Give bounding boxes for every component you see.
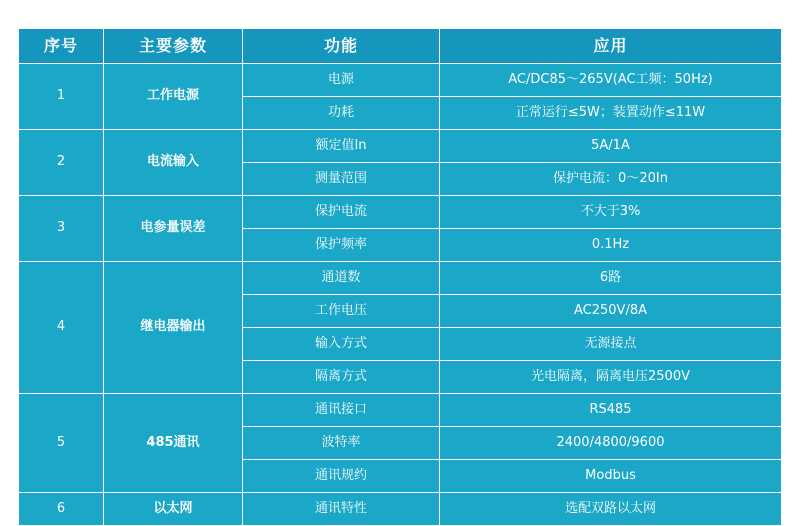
specification-table: [18, 28, 782, 526]
application-cell: 选配双路以太网: [440, 493, 782, 526]
application-cell: 5A/1A: [440, 130, 782, 163]
function-cell: 保护电流: [243, 196, 440, 229]
function-cell: 隔离方式: [243, 361, 440, 394]
function-cell: 输入方式: [243, 328, 440, 361]
application-cell: 保护电流：0～20In: [440, 163, 782, 196]
function-cell: 通讯特性: [243, 493, 440, 526]
table-row: [19, 196, 782, 229]
function-cell: 额定值In: [243, 130, 440, 163]
row-parameter-cell: 电流输入: [104, 130, 243, 196]
function-cell: 保护频率: [243, 229, 440, 262]
application-cell: AC250V/8A: [440, 295, 782, 328]
function-cell: 通讯规约: [243, 460, 440, 493]
row-parameter-cell: 工作电源: [104, 64, 243, 130]
row-index-cell: 2: [19, 130, 104, 196]
table-row: [19, 64, 782, 97]
function-cell: 电源: [243, 64, 440, 97]
function-cell: 波特率: [243, 427, 440, 460]
function-cell: 通道数: [243, 262, 440, 295]
table-header-cell: 功能: [243, 29, 440, 64]
table-header-cell: 序号: [19, 29, 104, 64]
row-parameter-cell: 继电器输出: [104, 262, 243, 394]
function-cell: 工作电压: [243, 295, 440, 328]
function-cell: 测量范围: [243, 163, 440, 196]
application-cell: 光电隔离，隔离电压2500V: [440, 361, 782, 394]
application-cell: Modbus: [440, 460, 782, 493]
table-header-row: [19, 29, 782, 64]
application-cell: 0.1Hz: [440, 229, 782, 262]
application-cell: RS485: [440, 394, 782, 427]
table-row: [19, 493, 782, 526]
row-index-cell: 6: [19, 493, 104, 526]
function-cell: 通讯接口: [243, 394, 440, 427]
application-cell: 2400/4800/9600: [440, 427, 782, 460]
row-parameter-cell: 电参量误差: [104, 196, 243, 262]
table-row: [19, 262, 782, 295]
row-index-cell: 1: [19, 64, 104, 130]
application-cell: 正常运行≤5W；装置动作≤11W: [440, 97, 782, 130]
application-cell: 6路: [440, 262, 782, 295]
table-header-cell: 主要参数: [104, 29, 243, 64]
table-row: [19, 130, 782, 163]
table-header-cell: 应用: [440, 29, 782, 64]
application-cell: 不大于3%: [440, 196, 782, 229]
row-parameter-cell: 以太网: [104, 493, 243, 526]
application-cell: 无源接点: [440, 328, 782, 361]
application-cell: AC/DC85～265V(AC工频：50Hz): [440, 64, 782, 97]
row-parameter-cell: 485通讯: [104, 394, 243, 493]
row-index-cell: 4: [19, 262, 104, 394]
row-index-cell: 3: [19, 196, 104, 262]
table-row: [19, 394, 782, 427]
row-index-cell: 5: [19, 394, 104, 493]
function-cell: 功耗: [243, 97, 440, 130]
